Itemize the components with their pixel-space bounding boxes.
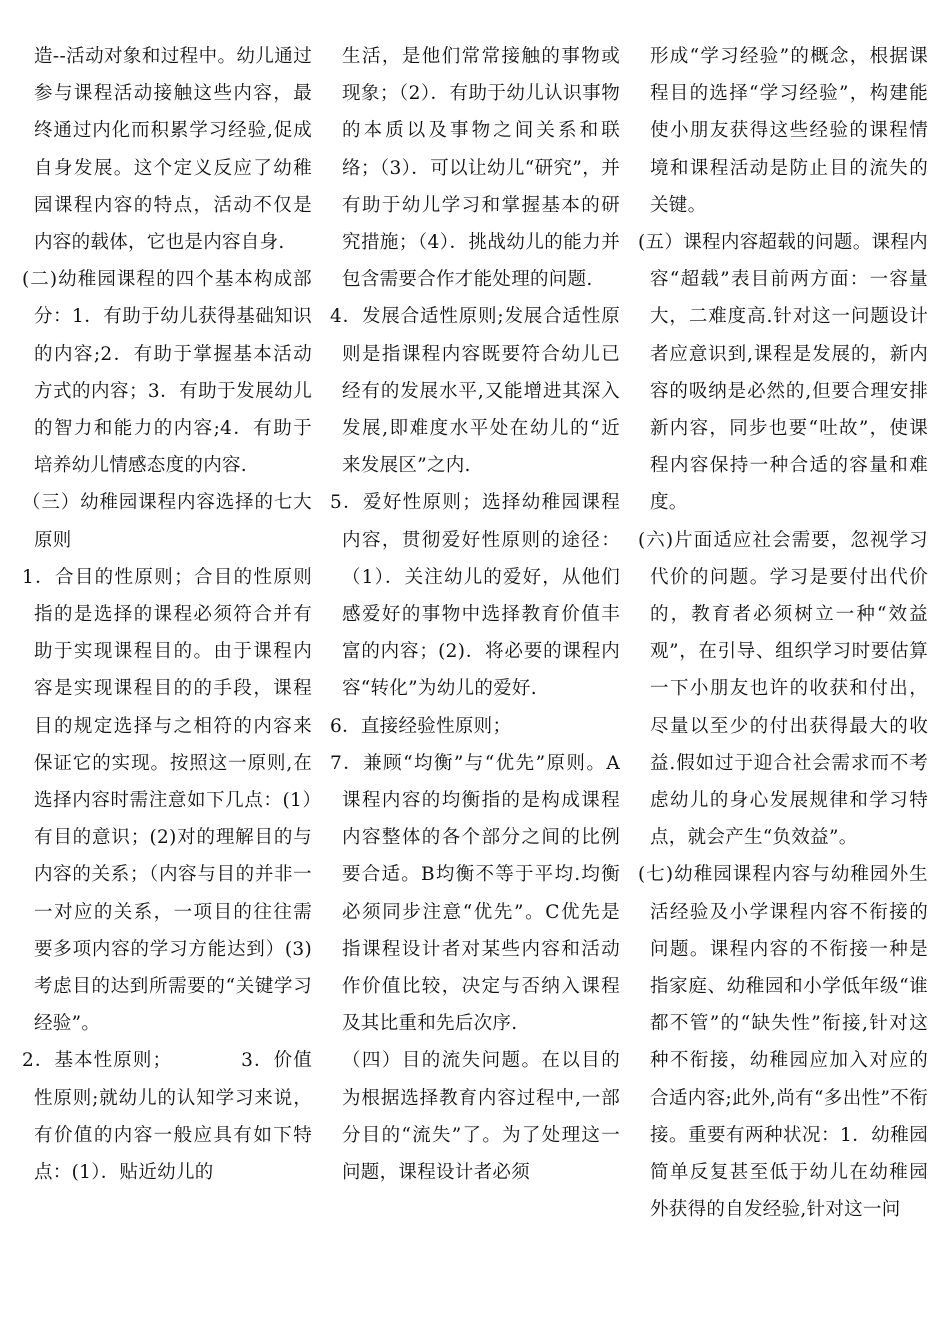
section-heading-3: （三）幼稚园课程内容选择的七大原则: [22, 492, 312, 551]
list-item: 2．基本性原则； 3．价值性原则;就幼儿的认知学习来说，有价值的内容一般应具有如下特点：(1）．贴近幼儿的: [22, 1050, 312, 1184]
section-heading-7: (七)幼稚园课程内容与幼稚园外生活经验及小学课程内容不衔接的问题。课程内容的不衔接一种是指家庭、幼稚园和小学低年级“谁都不管”的“缺失性”衔接,针对这种不衔接，幼稚园应加入对应的合适内容;此外,尚有“多出性”不衔接。重要有两种状况：1．幼稚园简单反复甚至低于幼儿在幼稚园外获得的自发经验,针对这一问: [638, 864, 928, 1221]
section-heading-6: (六)片面适应社会需要，忽视学习代价的问题。学习是要付出代价的，教育者必须树立一种“效益观”，在引导、组织学习时要估算一下小朋友也许的收获和付出，尽量以至少的付出获得最大的收益.假如过于迎合社会需求而不考虑幼儿的身心发展规律和学习特点，就会产生“负效益”。: [638, 529, 928, 849]
list-item: 7．兼顾“均衡”与“优先”原则。A课程内容的均衡指的是构成课程内容整体的各个部分之间的比例要合适。B均衡不等于平均.均衡必须同步注意“优先”。C优先是指课程设计者对某些内容和活动作价值比较，决定与否纳入课程及其比重和先后次序.: [330, 752, 620, 1035]
section-heading-5: (五）课程内容超载的问题。课程内容“超载”表目前两方面：一容量大，二难度高.针对这一问题设计者应意识到,课程是发展的，新内容的吸纳是必然的,但要合理安排新内容，同步也要“吐故”，使课程内容保持一种合适的容量和难度。: [638, 232, 928, 514]
paragraph: 造--活动对象和过程中。幼儿通过参与课程活动接触这些内容，最终通过内化而积累学习经验,促成自身发展。这个定义反应了幼稚园课程内容的特点，活动不仅是内容的载体，它也是内容自身.: [34, 46, 312, 254]
list-item: 5．爱好性原则；选择幼稚园课程内容，贯彻爱好性原则的途径：（1）．关注幼儿的爱好，从他们感爱好的事物中选择教育价值丰富的内容；(2)．将必要的课程内容“转化”为幼儿的爱好.: [330, 492, 620, 700]
list-item: 4．发展合适性原则;发展合适性原则是指课程内容既要符合幼儿已经有的发展水平,又能增进其深入发展,即难度水平处在幼儿的“近来发展区”之内.: [330, 306, 620, 477]
column-2: [330, 38, 620, 1344]
column-3: [638, 38, 928, 1344]
column-1: [22, 38, 312, 1344]
list-item: 6．直接经验性原则；: [330, 715, 512, 737]
section-heading-2: (二)幼稚园课程的四个基本构成部分：1．有助于幼儿获得基础知识的内容;2．有助于掌握基本活动方式的内容；3．有助于发展幼儿的智力和能力的内容;4．有助于培养幼儿情感态度的内容.: [22, 269, 312, 477]
section-heading-4: （四）目的流失问题。在以目的为根据选择教育内容过程中,一部分目的“流失”了。为了处理这一问题，课程设计者必须: [342, 1050, 620, 1184]
paragraph: 形成“学习经验”的概念，根据课程目的选择“学习经验”，构建能使小朋友获得这些经验的课程情境和课程活动是防止目的流失的关键。: [650, 46, 928, 216]
paragraph: 生活，是他们常常接触的事物或现象；（2）．有助于幼儿认识事物的本质以及事物之间关系和联络；（3）．可以让幼儿“研究”，并有助于幼儿学习和掌握基本的研究措施；（4）．挑战幼儿的能力并包含需要合作才能处理的问题.: [342, 46, 620, 291]
list-item: 1．合目的性原则；合目的性原则指的是选择的课程必须符合并有助于实现课程目的。由于课程内容是实现课程目的的手段，课程目的规定选择与之相符的内容来保证它的实现。按照这一原则,在选择内容时需注意如下几点：(1）有目的意识；(2)对的理解目的与内容的关系；（内容与目的并非一一对应的关系，一项目的往往需要多项内容的学习方能达到）(3)考虑目的达到所需要的“关键学习经验”。: [22, 566, 312, 1035]
